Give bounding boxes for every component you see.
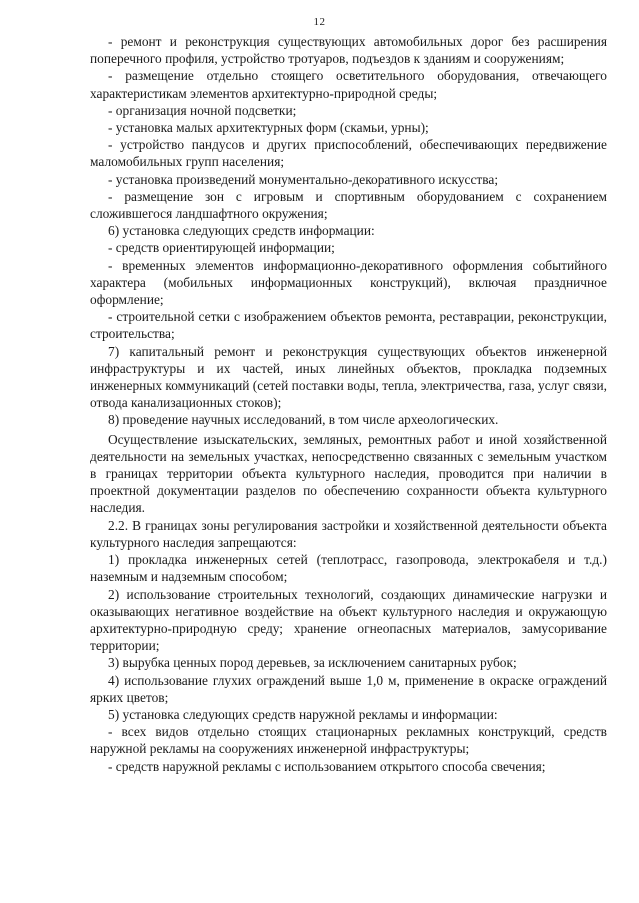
paragraph: 3) вырубка ценных пород деревьев, за исключением санитарных рубок; xyxy=(108,655,517,671)
paragraph: - установка малых архитектурных форм (скамьи, урны); xyxy=(108,120,429,136)
paragraph: 2.2. В границах зоны регулирования застройки и хозяйственной деятельности объекта культурного наследия запрещаются: xyxy=(90,517,607,550)
paragraph: - устройство пандусов и других приспособлений, обеспечивающих передвижение маломобильных групп населения; xyxy=(90,137,607,170)
paragraph: - установка произведений монументально-декоративного искусства; xyxy=(108,171,499,187)
paragraph: - временных элементов информационно-декоративного оформления событийного характера (мобильных информационных конструкций), включая праздничное оформление; xyxy=(90,257,607,308)
paragraph: 7) капитальный ремонт и реконструкция существующих объектов инженерной инфраструктуры и их частей, иных линейных объектов, прокладка подземных инженерных коммуникаций (сетей поставки воды, тепла, электричества, газа, услуг связи, отвода канализационных стоков); xyxy=(90,343,607,411)
page-number: 12 xyxy=(313,16,326,28)
paragraph: 2) использование строительных технологий, создающих динамические нагрузки и оказывающих негативное воздействие на объект культурного наследия и окружающую архитектурно-природную среду; хранение огнеопасных материалов, замусоривание территории; xyxy=(90,586,607,654)
paragraph: - средств ориентирующей информации; xyxy=(108,240,335,256)
paragraph: - размещение отдельно стоящего осветительного оборудования, отвечающего характеристикам элементов архитектурно-природной среды; xyxy=(90,68,607,101)
paragraph: - ремонт и реконструкция существующих автомобильных дорог без расширения поперечного профиля, устройство тротуаров, подъездов к зданиям и сооружениям; xyxy=(90,34,607,67)
paragraph: - всех видов отдельно стоящих стационарных рекламных конструкций, средств наружной рекламы на сооружениях инженерной инфраструктуры; xyxy=(90,724,607,757)
paragraph: 5) установка следующих средств наружной рекламы и информации: xyxy=(108,706,498,722)
paragraph: - строительной сетки с изображением объектов ремонта, реставрации, реконструкции, строительства; xyxy=(90,309,607,342)
paragraph: - организация ночной подсветки; xyxy=(108,102,297,118)
paragraph: 4) использование глухих ограждений выше 1,0 м, применение в окраске ограждений ярких цветов; xyxy=(90,672,607,705)
paragraph: - размещение зон с игровым и спортивным оборудованием с сохранением сложившегося ландшафтного окружения; xyxy=(90,188,607,222)
paragraph: 1) прокладка инженерных сетей (теплотрасс, газопровода, электрокабеля и т.д.) наземным и надземным способом; xyxy=(90,552,607,585)
paragraph: - средств наружной рекламы с использованием открытого способа свечения; xyxy=(108,758,546,774)
paragraph: 8) проведение научных исследований, в том числе археологических. xyxy=(108,412,499,428)
paragraph: Осуществление изыскательских, земляных, ремонтных работ и иной хозяйственной деятельности на земельных участках, непосредственно связанных с земельным участком в границах территории объекта культурного наследия, проводится при наличии в проектной документации разделов по обеспечению сохранности объекта культурного наследия. xyxy=(90,431,607,516)
document-body xyxy=(90,33,607,775)
paragraph: 6) установка следующих средств информации: xyxy=(108,223,375,239)
